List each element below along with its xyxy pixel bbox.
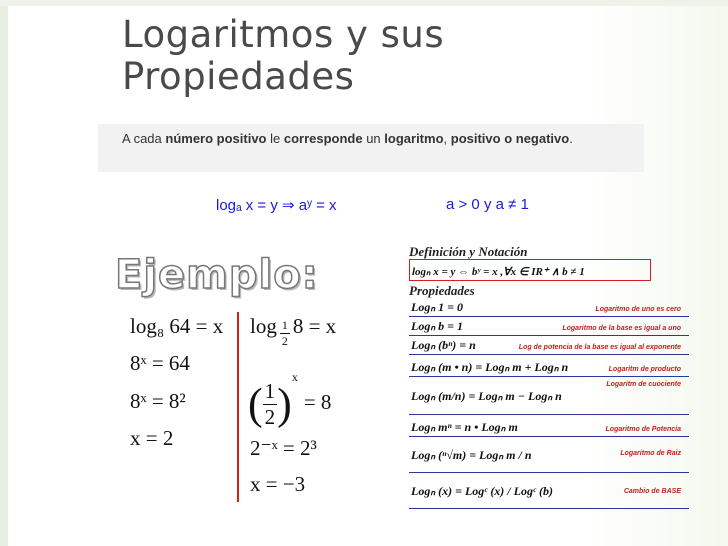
property-label: Cambio de BASE: [623, 488, 681, 495]
subtitle-bold: positivo o negativo: [450, 131, 570, 146]
example2-line1: [250, 314, 336, 349]
property-formula: Logₙ (bⁿ) = n: [411, 338, 476, 352]
example-heading: Ejemplo:: [115, 252, 319, 298]
property-formula: Logₙ 1 = 0: [411, 300, 463, 314]
example2-line3: 2⁻ˣ = 2³: [250, 436, 317, 460]
log-text: log: [250, 314, 277, 338]
subtitle-bold: corresponde: [283, 131, 363, 146]
property-formula: Logₙ b = 1: [411, 319, 463, 333]
property-label: Logaritmo de uno es cero: [595, 306, 681, 313]
definition-box: [409, 259, 651, 281]
divider-line: [237, 312, 239, 502]
property-row: [409, 358, 689, 377]
fraction-numerator: 1: [264, 378, 276, 403]
fraction-denominator: 2: [281, 334, 288, 348]
example1-line3: 8ˣ = 8²: [130, 389, 186, 413]
property-row: [409, 376, 689, 415]
example1-line1: log₈ 64 = x: [130, 314, 224, 338]
properties-heading: Propiedades: [409, 283, 475, 298]
property-row: [409, 336, 689, 355]
example1-line4: x = 2: [130, 426, 174, 450]
log-rest: 8 = x: [292, 314, 337, 338]
exponent-x: x: [291, 370, 298, 384]
property-row: [409, 418, 689, 437]
example2-line4: x = −3: [250, 472, 306, 496]
property-label: Logaritmo de Raiz: [620, 450, 681, 457]
property-label: Logaritm de cuociente: [606, 381, 681, 388]
subtitle-part: .: [569, 131, 573, 146]
property-label: Logaritm de producto: [608, 366, 681, 373]
fraction-denominator: 2: [264, 404, 276, 429]
subtitle-part: un: [362, 131, 385, 146]
property-formula: Logₙ (m • n) = Logₙ m + Logₙ n: [411, 360, 569, 374]
property-label: Logaritmo de la base es igual a uno: [562, 325, 681, 332]
paren-close: ): [277, 379, 292, 429]
definition-condition: a > 0 y a ≠ 1: [446, 196, 529, 213]
property-formula: Logₙ (m/n) = Logₙ m − Logₙ n: [411, 389, 562, 403]
title-line-2: Propiedades: [122, 55, 355, 98]
property-label: Logaritmo de Potencia: [605, 426, 681, 433]
fraction-half: [263, 379, 278, 430]
equals-eight: = 8: [303, 390, 332, 414]
subtitle-bold: logaritmo: [384, 131, 444, 146]
subtitle-bold: número positivo: [165, 131, 267, 146]
subtitle-part: ,: [443, 131, 451, 146]
slide-left-border: [0, 0, 8, 546]
property-row: [409, 317, 689, 336]
property-formula: Logₙ mⁿ = n • Logₙ m: [411, 420, 518, 434]
properties-panel: [409, 244, 687, 260]
log-base-fraction: [280, 318, 290, 349]
subtitle-text: [122, 131, 573, 146]
definition-notation: logₙ x = y ⇔ bʸ = x ,∀x ∈ IR⁺ ∧ b ≠ 1: [412, 266, 585, 278]
property-row: [409, 298, 689, 317]
property-formula: Logₙ (x) = Logᶜ (x) / Logᶜ (b): [411, 484, 554, 498]
slide-top-border: [0, 0, 728, 6]
subtitle-part: A cada: [122, 131, 166, 146]
paren-open: (: [248, 379, 263, 429]
property-row: [409, 438, 689, 473]
property-label: Log de potencia de la base es igual al exponente: [518, 344, 681, 351]
property-formula: Logₙ (ⁿ√m) = Logₙ m / n: [411, 448, 532, 462]
slide-title: [122, 14, 444, 98]
fraction-numerator: 1: [281, 318, 288, 332]
subtitle-part: le: [266, 131, 284, 146]
definition-heading: Definición y Notación: [409, 244, 528, 259]
property-row: [409, 474, 689, 509]
example2-line2: [248, 370, 331, 430]
example1-line2: 8ˣ = 64: [130, 351, 190, 375]
definition-formula: logₐ x = y ⇒ aʸ = x: [216, 197, 337, 214]
title-line-1: Logaritmos y sus: [122, 13, 445, 56]
